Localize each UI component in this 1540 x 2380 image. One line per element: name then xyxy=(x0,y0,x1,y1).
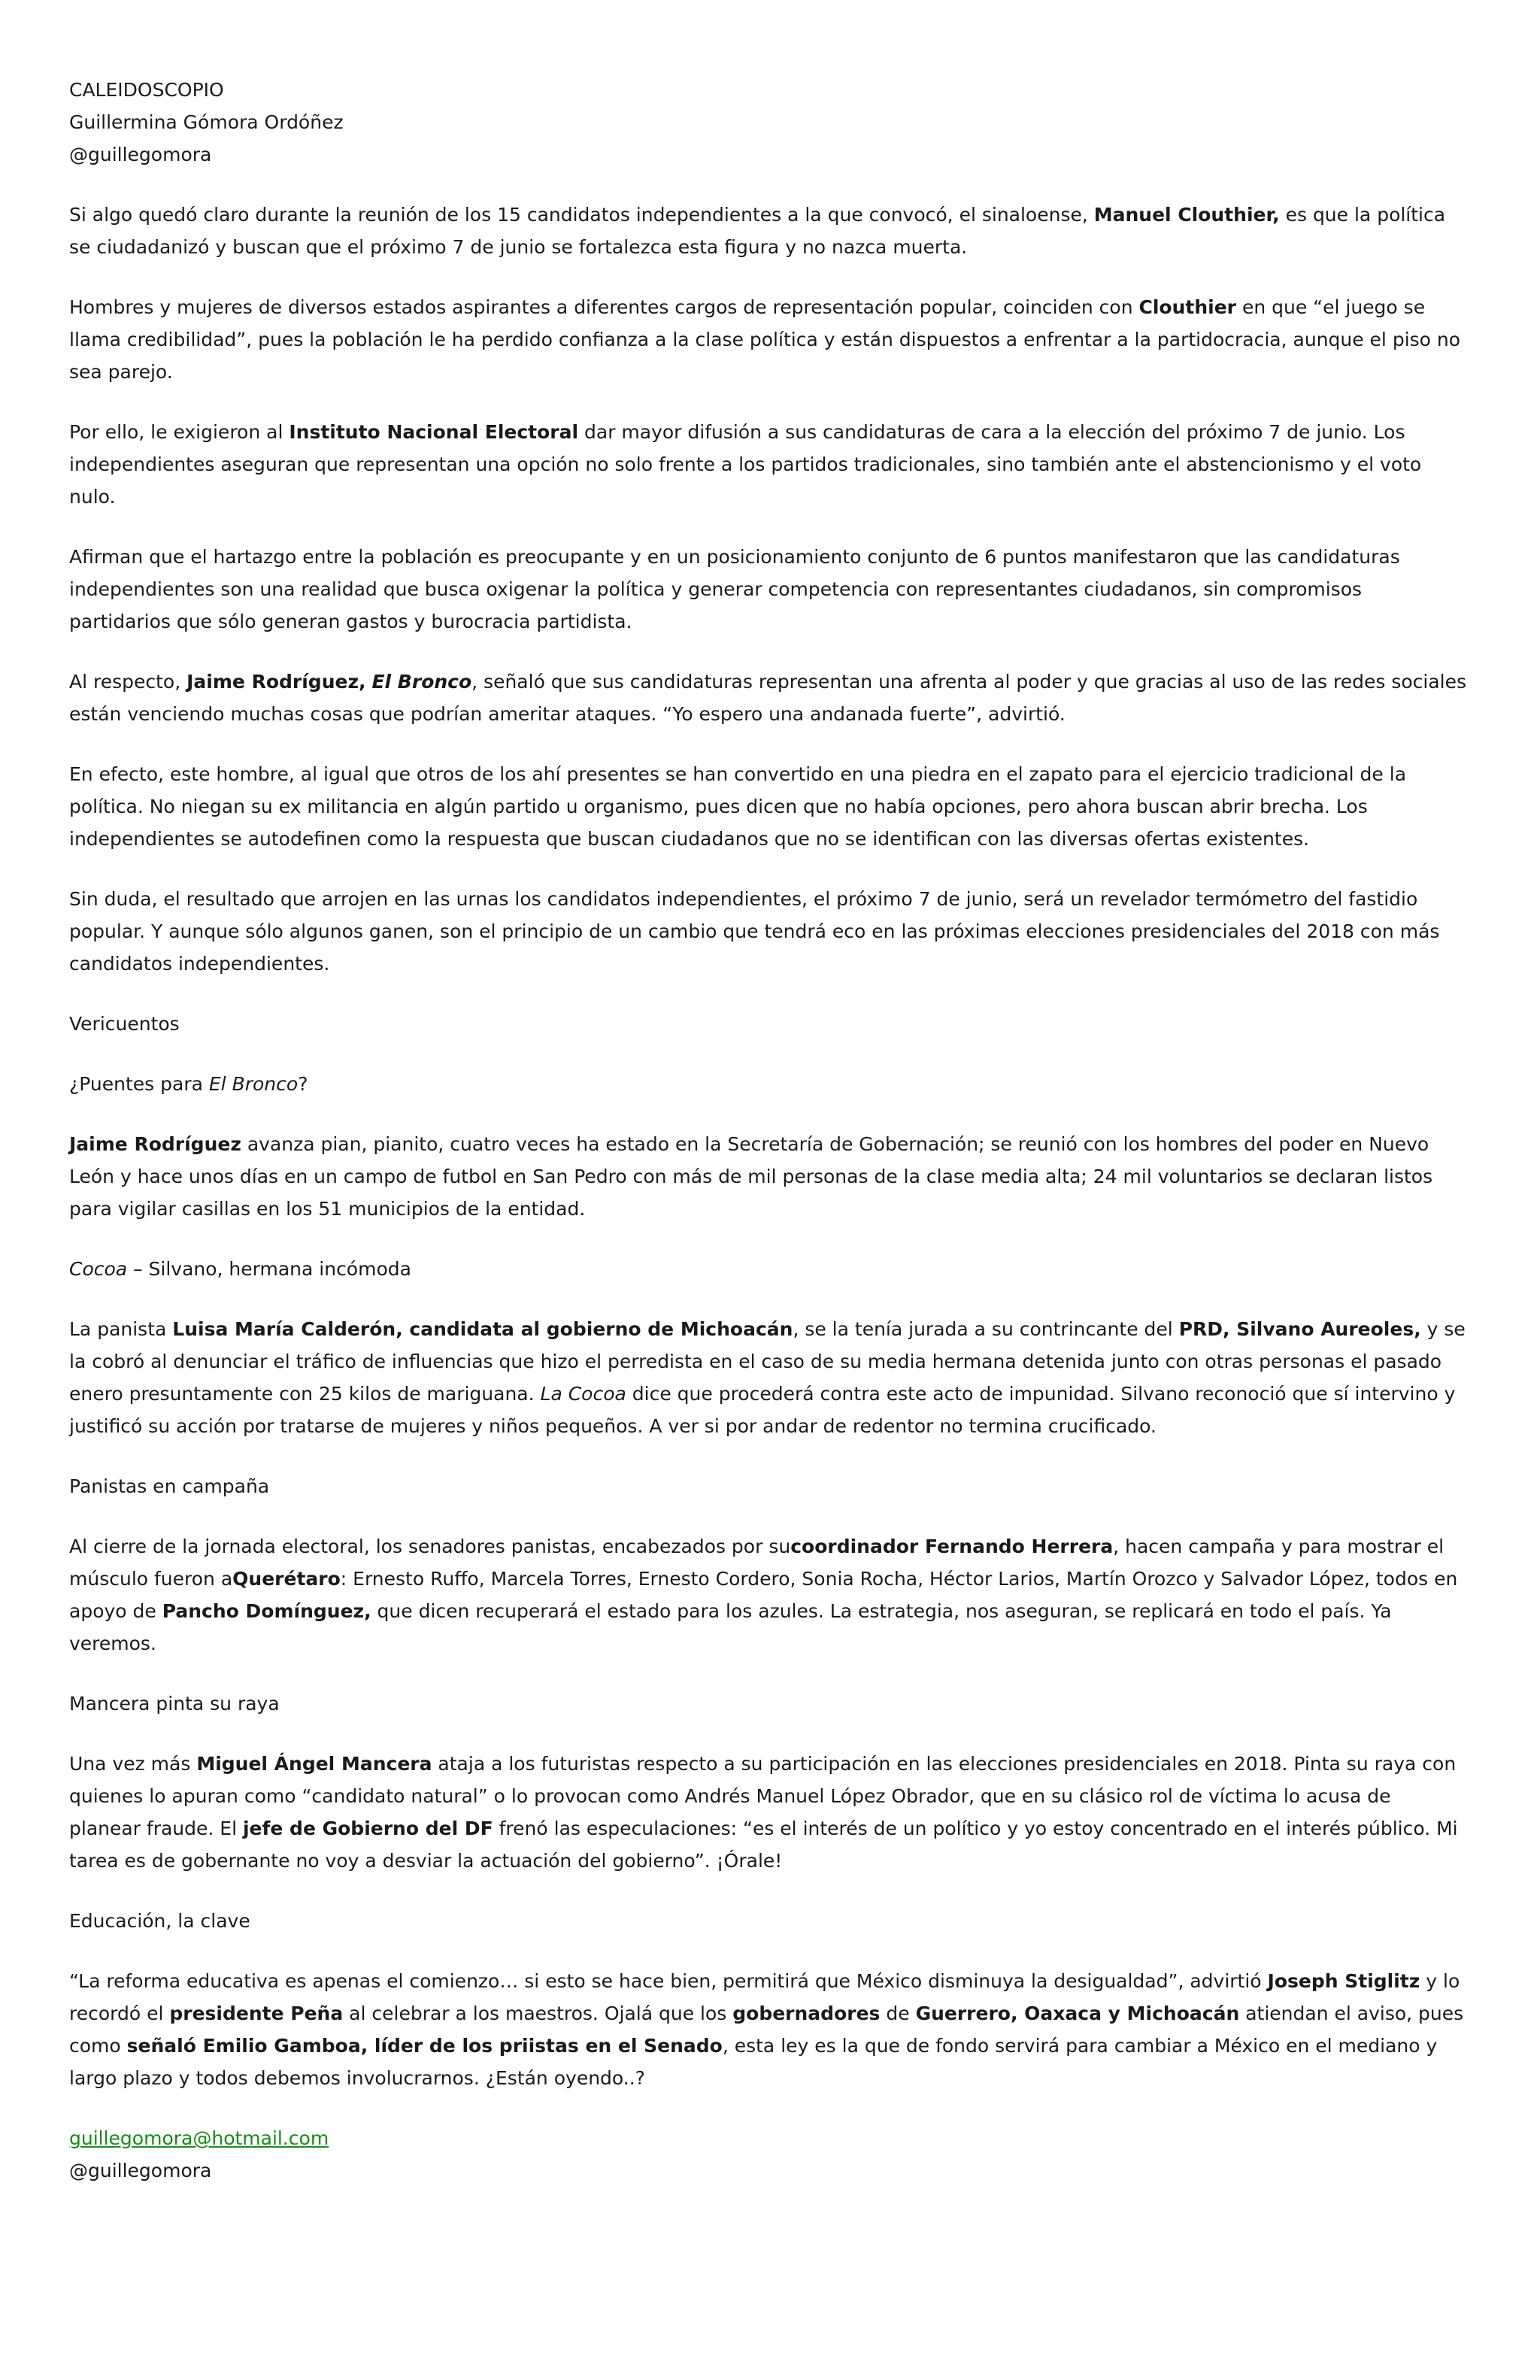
article xyxy=(69,74,1468,2187)
text-run: ? xyxy=(298,1073,308,1095)
text-run: Manuel Clouthier, xyxy=(1093,204,1280,226)
text-run: que dicen recuperará el estado para los azules. La estrategia, nos aseguran, se replicará en todo el país. Ya veremos. xyxy=(69,1600,1392,1654)
text-run: Miguel Ángel Mancera xyxy=(196,1753,432,1775)
text-run: Jaime Rodríguez xyxy=(69,1133,241,1155)
text-run: Hombres y mujeres de diversos estados aspirantes a diferentes cargos de representación popular, coinciden con xyxy=(69,296,1139,318)
text-run: Mancera pinta su raya xyxy=(69,1693,280,1715)
text-run: , señaló que sus candidaturas representan una afrenta al poder y que gracias al uso de las redes sociales están venciendo muchas cosas que podrían ameritar ataques. “Yo espero una andanada fuerte”, advirtió. xyxy=(69,671,1467,725)
text-run: frenó las especulaciones: “es el interés de un político y yo estoy concentrado en el interés público. Mi tarea es de gobernante no voy a desviar la actuación del gobierno”. ¡Órale! xyxy=(69,1818,1458,1872)
paragraph-bronco xyxy=(69,665,1468,730)
text-run: dice que procederá contra este acto de impunidad. Silvano reconoció que sí intervino y justificó su acción por tratarse de mujeres y niños pequeños. A ver si por andar de redentor no termina crucificado. xyxy=(69,1383,1456,1437)
text-run: Afirman que el hartazgo entre la población es preocupante y en un posicionamiento conjunto de 6 puntos manifestaron que las candidaturas independientes son una realidad que busca oxigenar la política y generar competencia con representantes ciudadanos, sin compromisos partidarios que sólo generan gastos y burocracia partidista. xyxy=(69,546,1400,632)
paragraph-piedra-zapato xyxy=(69,758,1468,855)
text-run: Clouthier xyxy=(1138,296,1236,318)
text-run: – Silvano, hermana incómoda xyxy=(127,1258,411,1280)
text-run: , se la tenía jurada a su contrincante del xyxy=(793,1318,1179,1340)
text-run: Una vez más xyxy=(69,1753,197,1775)
text-run: Pancho Domínguez, xyxy=(162,1600,371,1622)
section-heading-educacion xyxy=(69,1905,1468,1937)
text-run: Joseph Stiglitz xyxy=(1267,1970,1420,1992)
paragraph-termometro xyxy=(69,883,1468,980)
section-heading-panistas xyxy=(69,1470,1468,1502)
text-run: Jaime Rodríguez, xyxy=(186,671,366,693)
text-run: Querétaro xyxy=(232,1568,341,1590)
text-run: presidente Peña xyxy=(169,2003,344,2024)
text-run: jefe de Gobierno del DF xyxy=(242,1818,493,1839)
author-handle: @guillegomora xyxy=(69,144,212,165)
text-run: coordinador Fernando Herrera xyxy=(790,1536,1114,1557)
text-run: Panistas en campaña xyxy=(69,1475,270,1497)
paragraph-mancera xyxy=(69,1748,1468,1877)
paragraph-hombres-mujeres xyxy=(69,291,1468,388)
section-heading-cocoa xyxy=(69,1253,1468,1285)
text-run: Cocoa xyxy=(69,1258,128,1280)
text-run: , esta ley es la que de fondo servirá para cambiar a México en el mediano y largo plazo y todos debemos involucrarnos. ¿Están oyendo..? xyxy=(69,2035,1438,2089)
text-run: El Bronco xyxy=(371,671,472,693)
paragraph-ine xyxy=(69,416,1468,513)
article-footer xyxy=(69,2122,1468,2187)
text-run: Vericuentos xyxy=(69,1013,180,1035)
section-heading-vericuentos xyxy=(69,1008,1468,1040)
column-title: CALEIDOSCOPIO xyxy=(69,79,224,101)
text-run: La Cocoa xyxy=(540,1383,626,1405)
text-run: avanza pian, pianito, cuatro veces ha estado en la Secretaría de Gobernación; se reunió con los hombres del poder en Nuevo León y hace unos días en un campo de futbol en San Pedro con más de mil personas de la clase media alta; 24 mil voluntarios se declaran listos para vigilar casillas en los 51 municipios de la entidad. xyxy=(69,1133,1433,1220)
text-run: atiendan el aviso, pues como xyxy=(69,2003,1464,2057)
paragraph-intro xyxy=(69,199,1468,263)
text-run: Al cierre de la jornada electoral, los senadores panistas, encabezados por su xyxy=(69,1536,791,1557)
text-run: al celebrar a los maestros. Ojalá que los xyxy=(343,2003,733,2024)
paragraph-jaime-rodriguez xyxy=(69,1128,1468,1225)
text-run: La panista xyxy=(69,1318,173,1340)
text-run: ataja a los futuristas respecto a su participación en las elecciones presidenciales en 2018. Pinta su raya con quienes lo apuran como “candidato natural” o lo provocan como Andrés Manuel López Obrador, que en su clásico rol de víctima lo acusa de planear fraude. El xyxy=(69,1753,1457,1839)
text-run: Por ello, le exigieron al xyxy=(69,421,290,443)
paragraph-calderon xyxy=(69,1313,1468,1442)
author-email-link[interactable]: guillegomora@hotmail.com xyxy=(69,2127,329,2149)
article-body xyxy=(69,199,1468,2094)
text-run: En efecto, este hombre, al igual que otros de los ahí presentes se han convertido en una piedra en el zapato para el ejercicio tradicional de la política. No niegan su ex militancia en algún partido u organismo, pues dicen que no había opciones, pero ahora buscan abrir brecha. Los independientes se autodefinen como la respuesta que buscan ciudadanos que no se identifican con las diversas ofertas existentes. xyxy=(69,763,1407,850)
text-run: : Ernesto Ruffo, Marcela Torres, Ernesto Cordero, Sonia Rocha, Héctor Larios, Martín Orozco y Salvador López, todos en apoyo de xyxy=(69,1568,1458,1622)
text-run: señaló Emilio Gamboa, líder de los priistas en el Senado xyxy=(126,2035,723,2057)
text-run: gobernadores xyxy=(732,2003,881,2024)
footer-handle: @guillegomora xyxy=(69,2160,212,2181)
section-heading-mancera xyxy=(69,1687,1468,1720)
text-run: “La reforma educativa es apenas el comienzo… si esto se hace bien, permitirá que México disminuya la desigualdad”, advirtió xyxy=(69,1970,1268,1992)
text-run: y lo recordó el xyxy=(69,1970,1460,2024)
author-name: Guillermina Gómora Ordóñez xyxy=(69,111,344,133)
text-run: Luisa María Calderón, candidata al gobierno de Michoacán xyxy=(172,1318,793,1340)
text-run: Instituto Nacional Electoral xyxy=(289,421,579,443)
text-run: de xyxy=(880,2003,916,2024)
text-run: PRD, Silvano Aureoles, xyxy=(1178,1318,1421,1340)
paragraph-educacion xyxy=(69,1965,1468,2094)
text-run: , hacen campaña y para mostrar el músculo fueron a xyxy=(69,1536,1445,1590)
text-run: Si algo quedó claro durante la reunión de los 15 candidatos independientes a la que convocó, el sinaloense, xyxy=(69,204,1094,226)
text-run: Al respecto, xyxy=(69,671,187,693)
text-run: ¿Puentes para xyxy=(69,1073,209,1095)
text-run: Sin duda, el resultado que arrojen en las urnas los candidatos independientes, el próximo 7 de junio, será un revelador termómetro del fastidio popular. Y aunque sólo algunos ganen, son el principio de un cambio que tendrá eco en las próximas elecciones presidenciales del 2018 con más candidatos independientes. xyxy=(69,888,1440,975)
text-run: en que “el juego se llama credibilidad”, pues la población le ha perdido confianza a la clase política y están dispuestos a enfrentar a la partidocracia, aunque el piso no sea parejo. xyxy=(69,296,1461,383)
text-run: El Bronco xyxy=(208,1073,299,1095)
text-run: Educación, la clave xyxy=(69,1910,250,1932)
text-run: y se la cobró al denunciar el tráfico de influencias que hizo el perredista en el caso de su media hermana detenida junto con otras personas el pasado enero presuntamente con 25 kilos de mariguana. xyxy=(69,1318,1466,1405)
text-run: es que la política se ciudadanizó y buscan que el próximo 7 de junio se fortalezca esta figura y no nazca muerta. xyxy=(69,204,1446,258)
paragraph-hartazgo xyxy=(69,541,1468,638)
section-heading-puentes xyxy=(69,1068,1468,1100)
paragraph-panistas xyxy=(69,1530,1468,1660)
text-run: Guerrero, Oaxaca y Michoacán xyxy=(915,2003,1240,2024)
text-run: dar mayor difusión a sus candidaturas de cara a la elección del próximo 7 de junio. Los independientes aseguran que representan una opción no solo frente a los partidos tradicionales, sino también ante el abstencionismo y el voto nulo. xyxy=(69,421,1422,508)
